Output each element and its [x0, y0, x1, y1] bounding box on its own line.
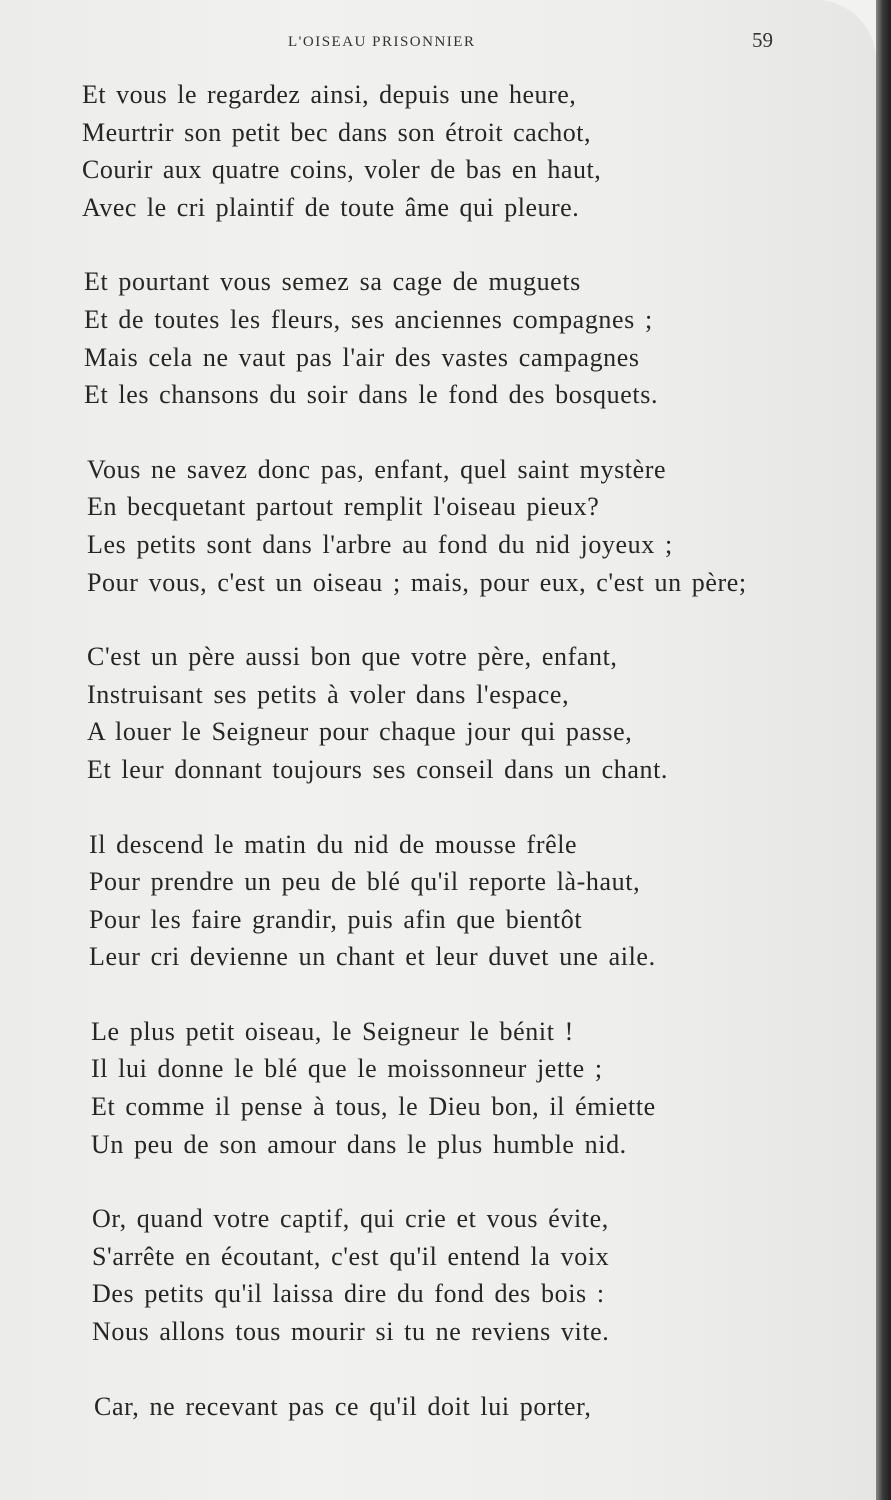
verse-line: En becquetant partout remplit l'oiseau pieux? [87, 492, 600, 522]
stanza-1 [82, 76, 822, 226]
stanza-3 [82, 451, 822, 601]
poem-body [82, 76, 822, 1462]
verse-line: Vous ne savez donc pas, enfant, quel saint mystère [87, 454, 667, 484]
stanza-4 [82, 638, 822, 788]
verse-line: Leur cri devienne un chant et leur duvet une aile. [89, 942, 656, 972]
stanza-2 [82, 263, 822, 413]
verse-line: Or, quand votre captif, qui crie et vous évite, [92, 1204, 609, 1234]
verse-line: Un peu de son amour dans le plus humble nid. [91, 1129, 627, 1159]
verse-line: Il descend le matin du nid de mousse frêle [89, 829, 578, 859]
verse-line: Avec le cri plaintif de toute âme qui pleure. [82, 192, 580, 222]
verse-line: Le plus petit oiseau, le Seigneur le bénit ! [91, 1016, 574, 1046]
verse-line: Courir aux quatre coins, voler de bas en haut, [82, 155, 602, 185]
verse-line: A louer le Seigneur pour chaque jour qui passe, [87, 717, 633, 747]
running-title: L'OISEAU PRISONNIER [288, 34, 476, 50]
stanza-6 [82, 1013, 822, 1163]
book-binding-edge [876, 0, 891, 1500]
verse-line: Des petits qu'il laissa dire du fond des bois : [92, 1279, 605, 1309]
verse-line: Pour les faire grandir, puis afin que bientôt [89, 904, 583, 934]
verse-line: Il lui donne le blé que le moissonneur jette ; [91, 1054, 603, 1084]
verse-line: Et les chansons du soir dans le fond des bosquets. [84, 380, 659, 410]
verse-line: Pour prendre un peu de blé qu'il reporte là-haut, [89, 867, 641, 897]
verse-line: Et vous le regardez ainsi, depuis une heure, [82, 80, 577, 109]
stanza-5 [82, 826, 822, 976]
stanza-8 [82, 1388, 822, 1426]
verse-line: Meurtrir son petit bec dans son étroit cachot, [82, 117, 591, 147]
verse-line: Car, ne recevant pas ce qu'il doit lui porter, [94, 1391, 592, 1421]
verse-line: S'arrête en écoutant, c'est qu'il entend la voix [92, 1241, 610, 1271]
stanza-7 [82, 1200, 822, 1350]
verse-line: Et leur donnant toujours ses conseil dans un chant. [87, 754, 668, 784]
page-number: 59 [752, 28, 773, 52]
verse-line: Et pourtant vous semez sa cage de muguets [84, 267, 581, 297]
verse-line: Pour vous, c'est un oiseau ; mais, pour eux, c'est un père; [87, 567, 747, 597]
verse-line: Mais cela ne vaut pas l'air des vastes campagnes [84, 342, 640, 372]
verse-line: Instruisant ses petits à voler dans l'espace, [87, 679, 570, 709]
verse-line: Les petits sont dans l'arbre au fond du nid joyeux ; [87, 529, 673, 559]
verse-line: Et comme il pense à tous, le Dieu bon, il émiette [91, 1092, 656, 1122]
verse-line: C'est un père aussi bon que votre père, enfant, [87, 642, 618, 672]
verse-line: Nous allons tous mourir si tu ne reviens vite. [92, 1317, 610, 1347]
verse-line: Et de toutes les fleurs, ses anciennes compagnes ; [84, 304, 653, 334]
